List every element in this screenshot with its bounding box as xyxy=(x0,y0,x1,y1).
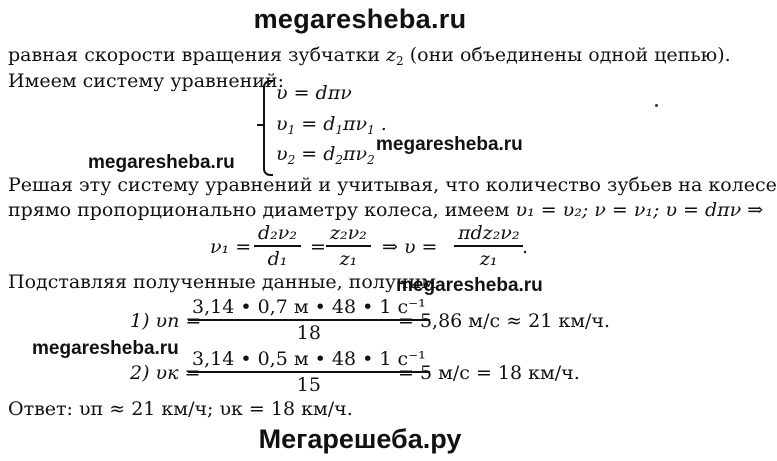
eq3-lhs: υ xyxy=(276,143,288,165)
result-2-lhs: 2) υк = xyxy=(130,362,201,384)
result-1-numerator: 3,14 • 0,7 м • 48 • 1 с⁻¹ xyxy=(188,296,430,321)
result-1-lhs: 1) υп = xyxy=(130,310,202,332)
eq2-mid: = d xyxy=(295,113,336,135)
watermark-3: megaresheba.ru xyxy=(396,275,543,296)
eq2-mid-sub: 1 xyxy=(335,123,344,137)
result-2-denominator: 15 xyxy=(296,374,321,396)
fraction-pidz2v2-z1 xyxy=(454,222,523,270)
formula-equals: = xyxy=(310,236,326,258)
fraction-2-numerator: z₂ν₂ xyxy=(326,222,371,247)
scan-speck xyxy=(655,104,658,107)
result-1-fraction xyxy=(188,296,430,344)
eq3-rhs-sub: 2 xyxy=(367,153,375,167)
result-1-denominator: 18 xyxy=(296,322,321,344)
fraction-z2v2-z1 xyxy=(326,222,371,270)
text-line-1-tail: (они объединены одной цепью). xyxy=(409,44,731,66)
eq2-end: . xyxy=(374,113,387,135)
eq2-rhs-sub: 1 xyxy=(367,123,375,137)
eq3-mid: = d xyxy=(295,143,336,165)
result-1-rhs: = 5,86 м/с ≈ 21 км/ч. xyxy=(398,310,610,332)
answer-line: Ответ: υп ≈ 21 км/ч; υк = 18 км/ч. xyxy=(8,398,353,420)
result-2-rhs: = 5 м/с = 18 км/ч. xyxy=(398,362,580,384)
system-eq-2 xyxy=(276,113,387,137)
system-brace-tip xyxy=(257,124,265,126)
text-line-5: Подставляя полученные данные, получим xyxy=(8,271,437,293)
text-line-3: Решая эту систему уравнений и учитывая, что количество зубьев на колесе xyxy=(8,174,777,196)
formula-nu1-lhs: ν₁ = xyxy=(210,236,252,258)
fraction-3-denominator: z₁ xyxy=(479,248,498,270)
watermark-2: megaresheba.ru xyxy=(376,134,523,155)
formula-period: . xyxy=(522,236,529,258)
fraction-1-numerator: d₂ν₂ xyxy=(254,222,301,247)
eq3-rhs: πν xyxy=(343,143,368,165)
text-line-1-sub: 2 xyxy=(396,54,404,68)
fraction-1-denominator: d₁ xyxy=(267,248,288,270)
eq3-lhs-sub: 2 xyxy=(287,153,296,167)
formula-implies: ⇒ υ = xyxy=(382,236,438,258)
eq2-lhs-sub: 1 xyxy=(287,123,296,137)
fraction-d2v2-d1 xyxy=(254,222,301,270)
text-line-1 xyxy=(8,44,731,68)
result-2-fraction xyxy=(188,348,430,396)
header-site-title: megaresheba.ru xyxy=(253,4,467,34)
text-line-4-text: прямо пропорционально диаметру колеса, имеем xyxy=(8,199,510,221)
system-eq-1: υ = dπν xyxy=(276,82,352,104)
eq2-lhs: υ xyxy=(276,113,288,135)
text-line-2: Имеем систему уравнений: xyxy=(8,70,285,92)
system-eq-3 xyxy=(276,143,375,167)
fraction-3-numerator: πdz₂ν₂ xyxy=(454,222,523,247)
text-line-1-var: z xyxy=(386,44,397,66)
eq2-rhs: πν xyxy=(343,113,368,135)
result-2-numerator: 3,14 • 0,5 м • 48 • 1 с⁻¹ xyxy=(188,348,430,373)
text-line-4-math: υ₁ = υ₂; ν = ν₁; υ = dπν ⇒ xyxy=(515,199,764,221)
eq3-mid-sub: 2 xyxy=(335,153,344,167)
fraction-2-denominator: z₁ xyxy=(339,248,358,270)
text-line-1-start: равная скорости вращения зубчатки xyxy=(8,44,380,66)
system-brace xyxy=(263,80,273,176)
text-line-4 xyxy=(8,199,763,221)
watermark-1: megaresheba.ru xyxy=(88,152,235,173)
watermark-4: megaresheba.ru xyxy=(32,338,179,359)
footer-site-title: Мегарешеба.ру xyxy=(258,424,462,454)
